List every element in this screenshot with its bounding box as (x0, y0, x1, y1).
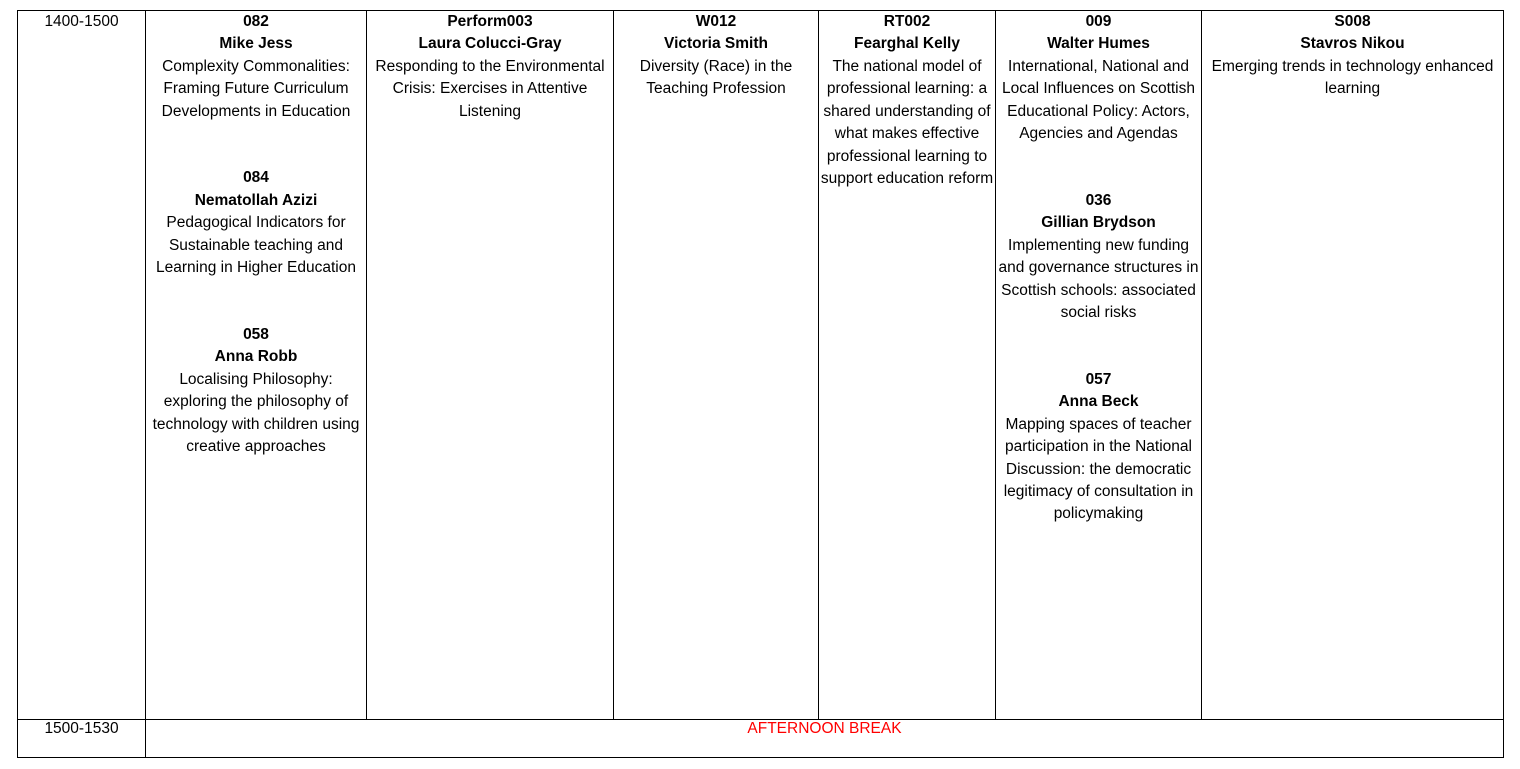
break-time-label: 1500-1530 (44, 720, 119, 737)
session-code: 009 (1085, 13, 1112, 30)
session-title: Responding to the Environmental Crisis: Exercises in Attentive Listening (375, 57, 605, 120)
time-slot-cell (18, 11, 146, 720)
session-presenter: Mike Jess (219, 35, 293, 53)
session-entry[interactable] (146, 324, 366, 459)
session-presenter: Anna Beck (1058, 393, 1139, 411)
session-entry[interactable] (146, 11, 366, 123)
session-code: S008 (1334, 13, 1371, 30)
conference-schedule-table (17, 10, 1504, 758)
session-code: 057 (1085, 370, 1112, 388)
session-presenter: Laura Colucci-Gray (418, 35, 562, 53)
session-column-6 (1202, 11, 1504, 720)
session-column-4 (819, 11, 996, 720)
session-title: Mapping spaces of teacher participation in the National Discussion: the democratic legitimacy of consultation in policymaking (1003, 415, 1194, 523)
session-presenter: Walter Humes (1047, 35, 1150, 53)
session-code: W012 (695, 13, 737, 30)
session-title: Pedagogical Indicators for Sustainable teaching and Learning in Higher Education (156, 214, 356, 277)
session-title: Localising Philosophy: exploring the philosophy of technology with children using creative approaches (152, 370, 360, 456)
session-entry[interactable] (996, 369, 1201, 526)
session-code: 036 (1085, 191, 1112, 209)
session-presenter: Nematollah Azizi (194, 191, 318, 209)
session-title: The national model of professional learning: a shared understanding of what makes effective professional learning to support education reform (820, 57, 994, 188)
session-title: Implementing new funding and governance structures in Scottish schools: associated social risks (998, 236, 1199, 322)
session-entry[interactable] (996, 11, 1201, 146)
session-title: International, National and Local Influences on Scottish Educational Policy: Actors, Agencies and Agendas (1001, 57, 1195, 143)
table-row-break (18, 720, 1504, 758)
time-slot-label: 1400-1500 (44, 13, 119, 30)
session-entry[interactable] (367, 11, 613, 123)
session-column-5 (996, 11, 1202, 720)
break-time-cell (18, 720, 146, 758)
session-presenter: Stavros Nikou (1300, 35, 1405, 53)
session-entry[interactable] (614, 11, 818, 101)
session-column-1 (146, 11, 367, 720)
session-presenter: Victoria Smith (664, 35, 768, 53)
session-presenter: Fearghal Kelly (854, 35, 960, 53)
session-code: 084 (243, 169, 269, 187)
session-entry[interactable] (819, 11, 995, 191)
session-column-3 (614, 11, 819, 720)
session-title: Emerging trends in technology enhanced learning (1211, 57, 1494, 98)
session-code: RT002 (883, 13, 931, 30)
session-column-2 (367, 11, 614, 720)
table-row-session (18, 11, 1504, 720)
session-title: Complexity Commonalities: Framing Future Curriculum Developments in Education (161, 57, 351, 120)
break-label-cell (146, 720, 1504, 758)
session-code: 058 (243, 325, 269, 343)
session-code: Perform003 (447, 13, 533, 30)
session-entry[interactable] (1202, 11, 1503, 101)
afternoon-break-label: AFTERNOON BREAK (747, 720, 902, 737)
session-title: Diversity (Race) in the Teaching Profession (639, 57, 793, 98)
session-code: 082 (243, 13, 269, 30)
session-presenter: Gillian Brydson (1041, 214, 1156, 232)
session-presenter: Anna Robb (214, 348, 298, 366)
session-entry[interactable] (146, 167, 366, 279)
session-entry[interactable] (996, 190, 1201, 325)
